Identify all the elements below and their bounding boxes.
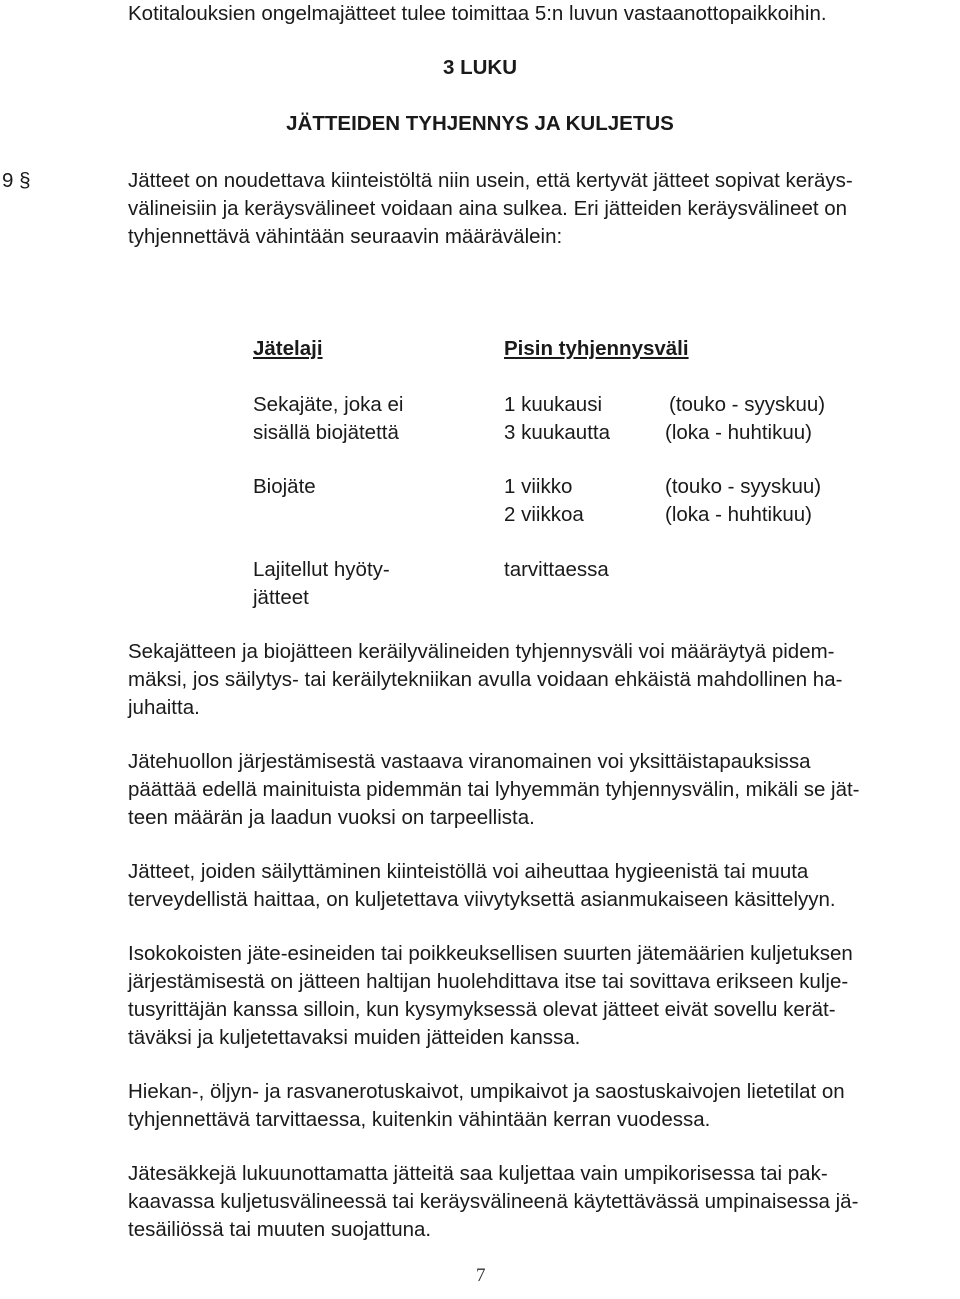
paragraph-line: teen määrän ja laadun vuoksi on tarpeellista. xyxy=(128,806,535,829)
interval-value-cell: 1 viikko xyxy=(504,475,573,498)
paragraph-line: tesäiliössä tai muuten suojattuna. xyxy=(128,1218,432,1241)
chapter-number: 3 LUKU xyxy=(442,56,518,79)
waste-type-cell: jätteet xyxy=(253,586,309,609)
waste-type-cell: sisällä biojätettä xyxy=(253,421,399,444)
season-cell: (touko - syyskuu) xyxy=(665,475,822,498)
interval-value-cell: 1 kuukausi xyxy=(504,393,603,416)
paragraph-line: järjestämisestä on jätteen haltijan huolehdittava itse tai sovittava erikseen kulje- xyxy=(128,970,849,993)
season-cell: (loka - huhtikuu) xyxy=(665,421,812,444)
season-cell: (touko - syyskuu) xyxy=(669,393,826,416)
section-text-line: tyhjennettävä vähintään seuraavin määrävälein: xyxy=(128,225,563,248)
column-header-waste-type: Jätelaji xyxy=(253,337,323,360)
paragraph-line: mäksi, jos säilytys- tai keräilytekniikan avulla voidaan ehkäistä mahdollinen ha- xyxy=(128,668,843,691)
column-header-interval: Pisin tyhjennysväli xyxy=(504,337,689,360)
intro-line: Kotitalouksien ongelmajätteet tulee toimittaa 5:n luvun vastaanottopaikkoihin. xyxy=(128,2,827,25)
chapter-title: JÄTTEIDEN TYHJENNYS JA KULJETUS xyxy=(286,112,674,135)
section-number: 9 § xyxy=(2,169,31,192)
page-number: 7 xyxy=(476,1265,486,1286)
paragraph-line: Hiekan-, öljyn- ja rasvanerotuskaivot, umpikaivot ja saostuskaivojen lietetilat on xyxy=(128,1080,845,1103)
paragraph-line: kaavassa kuljetusvälineessä tai keräysvälineenä käytettävässä umpinaisessa jä- xyxy=(128,1190,859,1213)
paragraph-line: Jätesäkkejä lukuunottamatta jätteitä saa kuljettaa vain umpikorisessa tai pak- xyxy=(128,1162,828,1185)
interval-value-cell: tarvittaessa xyxy=(504,558,609,581)
interval-value-cell: 3 kuukautta xyxy=(504,421,610,444)
interval-value-cell: 2 viikkoa xyxy=(504,503,584,526)
waste-type-cell: Sekajäte, joka ei xyxy=(253,393,404,416)
paragraph-line: Sekajätteen ja biojätteen keräilyvälineiden tyhjennysväli voi määräytyä pidem- xyxy=(128,640,835,663)
paragraph-line: tusyrittäjän kanssa silloin, kun kysymyksessä olevat jätteet eivät sovellu kerät- xyxy=(128,998,836,1021)
paragraph-line: päättää edellä mainituista pidemmän tai lyhyemmän tyhjennysvälin, mikäli se jät- xyxy=(128,778,860,801)
section-text-line: välineisiin ja keräysvälineet voidaan aina sulkea. Eri jätteiden keräysvälineet on xyxy=(128,197,848,220)
paragraph-line: Isokokoisten jäte-esineiden tai poikkeuksellisen suurten jätemäärien kuljetuksen xyxy=(128,942,853,965)
waste-type-cell: Lajitellut hyöty- xyxy=(253,558,390,581)
paragraph-line: Jätteet, joiden säilyttäminen kiinteistöllä voi aiheuttaa hygieenistä tai muuta xyxy=(128,860,809,883)
season-cell: (loka - huhtikuu) xyxy=(665,503,812,526)
paragraph-line: Jätehuollon järjestämisestä vastaava viranomainen voi yksittäistapauksissa xyxy=(128,750,811,773)
section-text-line: Jätteet on noudettava kiinteistöltä niin usein, että kertyvät jätteet sopivat keräys- xyxy=(128,169,853,192)
paragraph-line: täväksi ja kuljetettavaksi muiden jätteiden kanssa. xyxy=(128,1026,581,1049)
waste-type-cell: Biojäte xyxy=(253,475,316,498)
paragraph-line: tyhjennettävä tarvittaessa, kuitenkin vähintään kerran vuodessa. xyxy=(128,1108,711,1131)
paragraph-line: juhaitta. xyxy=(128,696,200,719)
paragraph-line: terveydellistä haittaa, on kuljetettava viivytyksettä asianmukaiseen käsittelyyn. xyxy=(128,888,836,911)
